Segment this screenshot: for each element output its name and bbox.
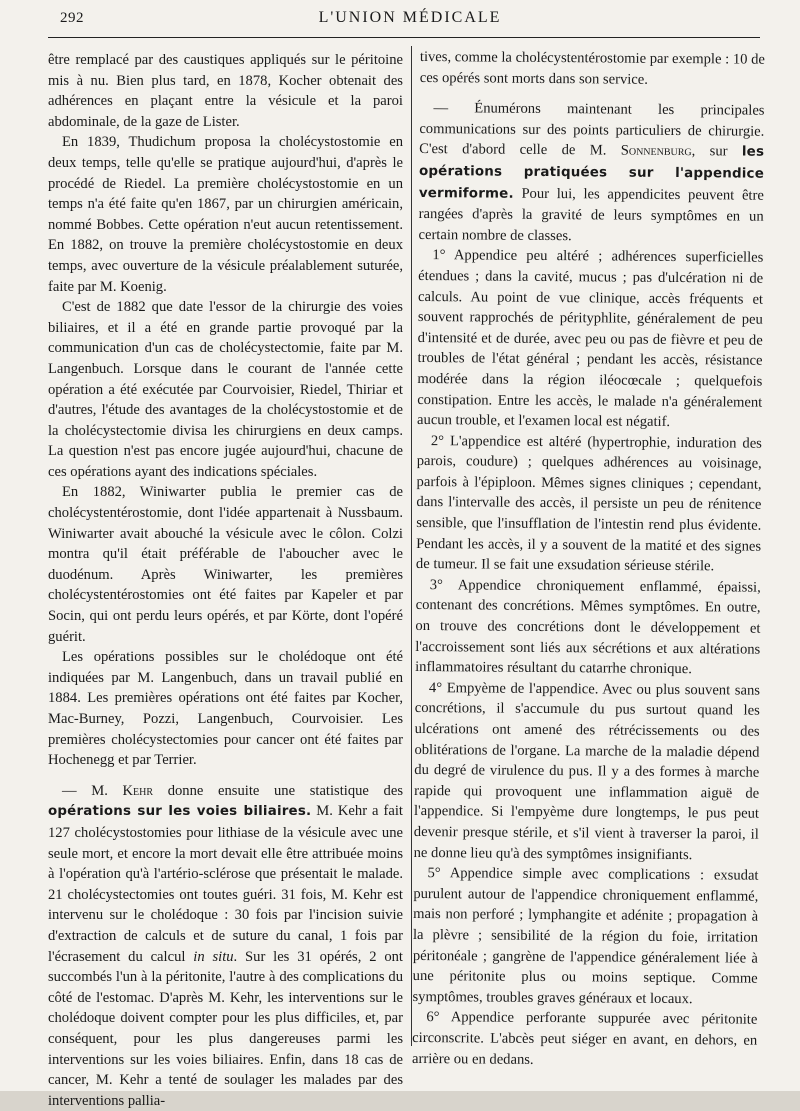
paragraph: En 1839, Thudichum proposa la cholécystostomie en deux temps, telle qu'elle se pratique aujourd'hui, d'après le procédé de Riedel. La première cholécystostomie en un temps n'a été faite qu'en 1867, par un chirurgien américain, nommé Bobbes. Cette opération n'eut aucun retentissement. En 1882, on trouve la première cholécystostomie en deux temps, avec ouverture de la vésicule préalablement suturée, faite par M. Koenig.: [48, 134, 403, 295]
list-item: 3° Appendice chroniquement enflammé, épaissi, contenant des concrétions. Mêmes symptômes. En outre, on trouve des concrétions dont le développement et l'accroissement sont liés aux sécrétions et aux altérations inflammatoires résultant du catarrhe chronique.: [415, 576, 761, 678]
text-run: donne ensuite une statistique des: [153, 782, 404, 799]
author-name: Kehr: [122, 782, 154, 799]
paragraph: être remplacé par des caustiques appliqués sur le péritoine mis à nu. Bien plus tard, en 1878, Kocher obtenait des adhérences en plaçant entre la vésicule et la paroi abdominale, de la gaze de Lister.: [48, 52, 403, 130]
list-item: 1° Appendice peu altéré ; adhérences superficielles étendues ; dans la cavité, mucus ; pas d'ulcération ni de calculs. Au point de vue clinique, accès fréquents et souvent rapprochés de pérityphlite, généralement de peu d'intensité et de durée, avec peu ou pas de fièvre et peu de troubles de l'état général ; pendant les accès, résistance modérée dans la région iléocœcale ; quelquefois constipation. Entre les accès, le malade n'a généralement aucun trouble, et l'examen local est négatif.: [417, 247, 764, 431]
paragraph: tives, comme la cholécystentérostomie par exemple : 10 de ces opérés sont morts dans son service.: [419, 48, 765, 88]
list-item: 4° Empyème de l'appendice. Avec ou plus souvent sans concrétions, il s'accumule du pus surtout quand les ulcérations ont amené des rétrécissements ou des oblitérations de l'organe. La marche de la maladie dépend du degré de virulence du pus. Il y a des formes à marche rapide qui provoquent une inflammation aiguë de l'appendice. Si l'empyème dure longtemps, le pus peut devenir presque stérile, et s'il vient à traverser la paroi, il ne donne lieu qu'à des symptômes insignifiants.: [413, 679, 761, 863]
paragraph: Les opérations possibles sur le cholédoque ont été indiquées par M. Langenbuch, dans un travail publié en 1884. Les premières opérations ont été faites par Kocher, Mac-Burney, Pozzi, Langenbuch, Courvoisier. Les premières cholécystectomies pour cancer ont été faites par Hochenegg et par Terrier.: [48, 649, 403, 769]
paragraph-kehr: [48, 781, 403, 1111]
list-item: 5° Appendice simple avec complications : exsudat purulent autour de l'appendice chroniquement enflammé, mais non perforé ; lymphangite et adénite ; propagation à la plèvre ; sensibilité de la région du foie, irritation péritonéale ; gangrène de l'appendice généralement liée à une péritonite plus ou moins septique. Comme symptômes, troubles graves généraux et locaux.: [412, 865, 759, 1007]
paragraph-sonnenburg: [418, 98, 764, 248]
author-name: Sonnenburg: [620, 142, 692, 160]
left-column: [48, 50, 403, 1111]
text-run: M. Kehr a fait 127 cholécystostomies pour lithiase de la vésicule avec une seule mort, et encore la mort devait elle être attribuée moins à l'opération qu'à l'artério-sclérose que présentait le malade. 21 cholécystectomies ont toutes guéri. 31 fois, M. Kehr est intervenu sur le cholédoque : 30 fois par l'incision suivie d'extraction de calculs et de suture du canal, 1 fois par l'écrasement du calcul: [48, 803, 403, 965]
list-item: 6° Appendice perforante suppurée avec péritonite circonscrite. L'abcès peut siéger en avant, en dehors, en arrière ou en dedans.: [411, 1009, 758, 1068]
right-column: [412, 47, 765, 1072]
text-run: Pour lui, les appendicites peuvent être rangées d'après la gravité de leurs symptômes en un certain nombre de classes.: [418, 185, 764, 244]
text-run: — M.: [62, 782, 123, 799]
running-head: [48, 6, 772, 32]
column-divider: [411, 46, 412, 1046]
journal-title: L'UNION MÉDICALE: [318, 9, 502, 26]
paragraph: C'est de 1882 que date l'essor de la chirurgie des voies biliaires, et il a été en grande partie provoqué par la communication d'un cas de cholécystectomie, faite par M. Langenbuch. Lorsque dans le courant de l'année cette opération a été exécutée par Courvoisier, Riedel, Thiriar et d'autres, l'étude des avantages de la cholécystostomie et de la cholécystectomie divisa les chirurgiens en deux camps. La question n'est pas encore jugée aujourd'hui, chacune de ces opérations ayant des indications spéciales.: [48, 299, 403, 480]
page-number: 292: [60, 10, 84, 26]
section-heading: les opérations pratiquées sur l'appendice vermiforme.: [418, 144, 765, 202]
header-rule: [48, 37, 760, 38]
text-run: — Énumérons maintenant les principales communications sur des points particuliers de chirurgie. C'est d'abord celle de M.: [419, 100, 765, 159]
text-run: . Sur les 31 opérés, 2 ont succombés l'un à la péritonite, l'autre à des complications du côté de l'estomac. D'après M. Kehr, les interventions sur le cholédoque doivent compter pour les plus difficiles, et, par conséquent, pour les plus dangereuses parmi les interventions sur les voies biliaires. Enfin, dans 18 cas de cancer, M. Kehr a tenté de soulager les malades par des interventions pallia-: [48, 948, 403, 1109]
paragraph: En 1882, Winiwarter publia le premier cas de cholécystentérostomie, dont l'idée appartenait à Nussbaum. Winiwarter avait abouché la vésicule avec le côlon. Colzi montra qu'il était préférable de l'aboucher avec le duodénum. Après Winiwarter, les premières cholécystentérostomies ont été faites par Kapeler et par Socin, qui ont perdu leurs opérés, et par Körte, dont l'opéré guérit.: [48, 484, 403, 645]
list-item: 2° L'appendice est altéré (hypertrophie, induration des parois, coudure) ; quelques adhérences au voisinage, parfois à l'épiploon. Mêmes signes cliniques ; cependant, dans l'intervalle des accès, il persiste un peu de rénitence sensible, que l'insufflation de l'intestin rend plus évidente. Pendant les accès, il y a souvent de la matité et des signes de tumeur. Il se fait une exsudation sérieuse stérile.: [415, 432, 762, 575]
text-run: , sur: [691, 143, 742, 160]
italic-text: in situ: [193, 948, 234, 965]
section-heading: opérations sur les voies biliaires.: [48, 804, 312, 820]
